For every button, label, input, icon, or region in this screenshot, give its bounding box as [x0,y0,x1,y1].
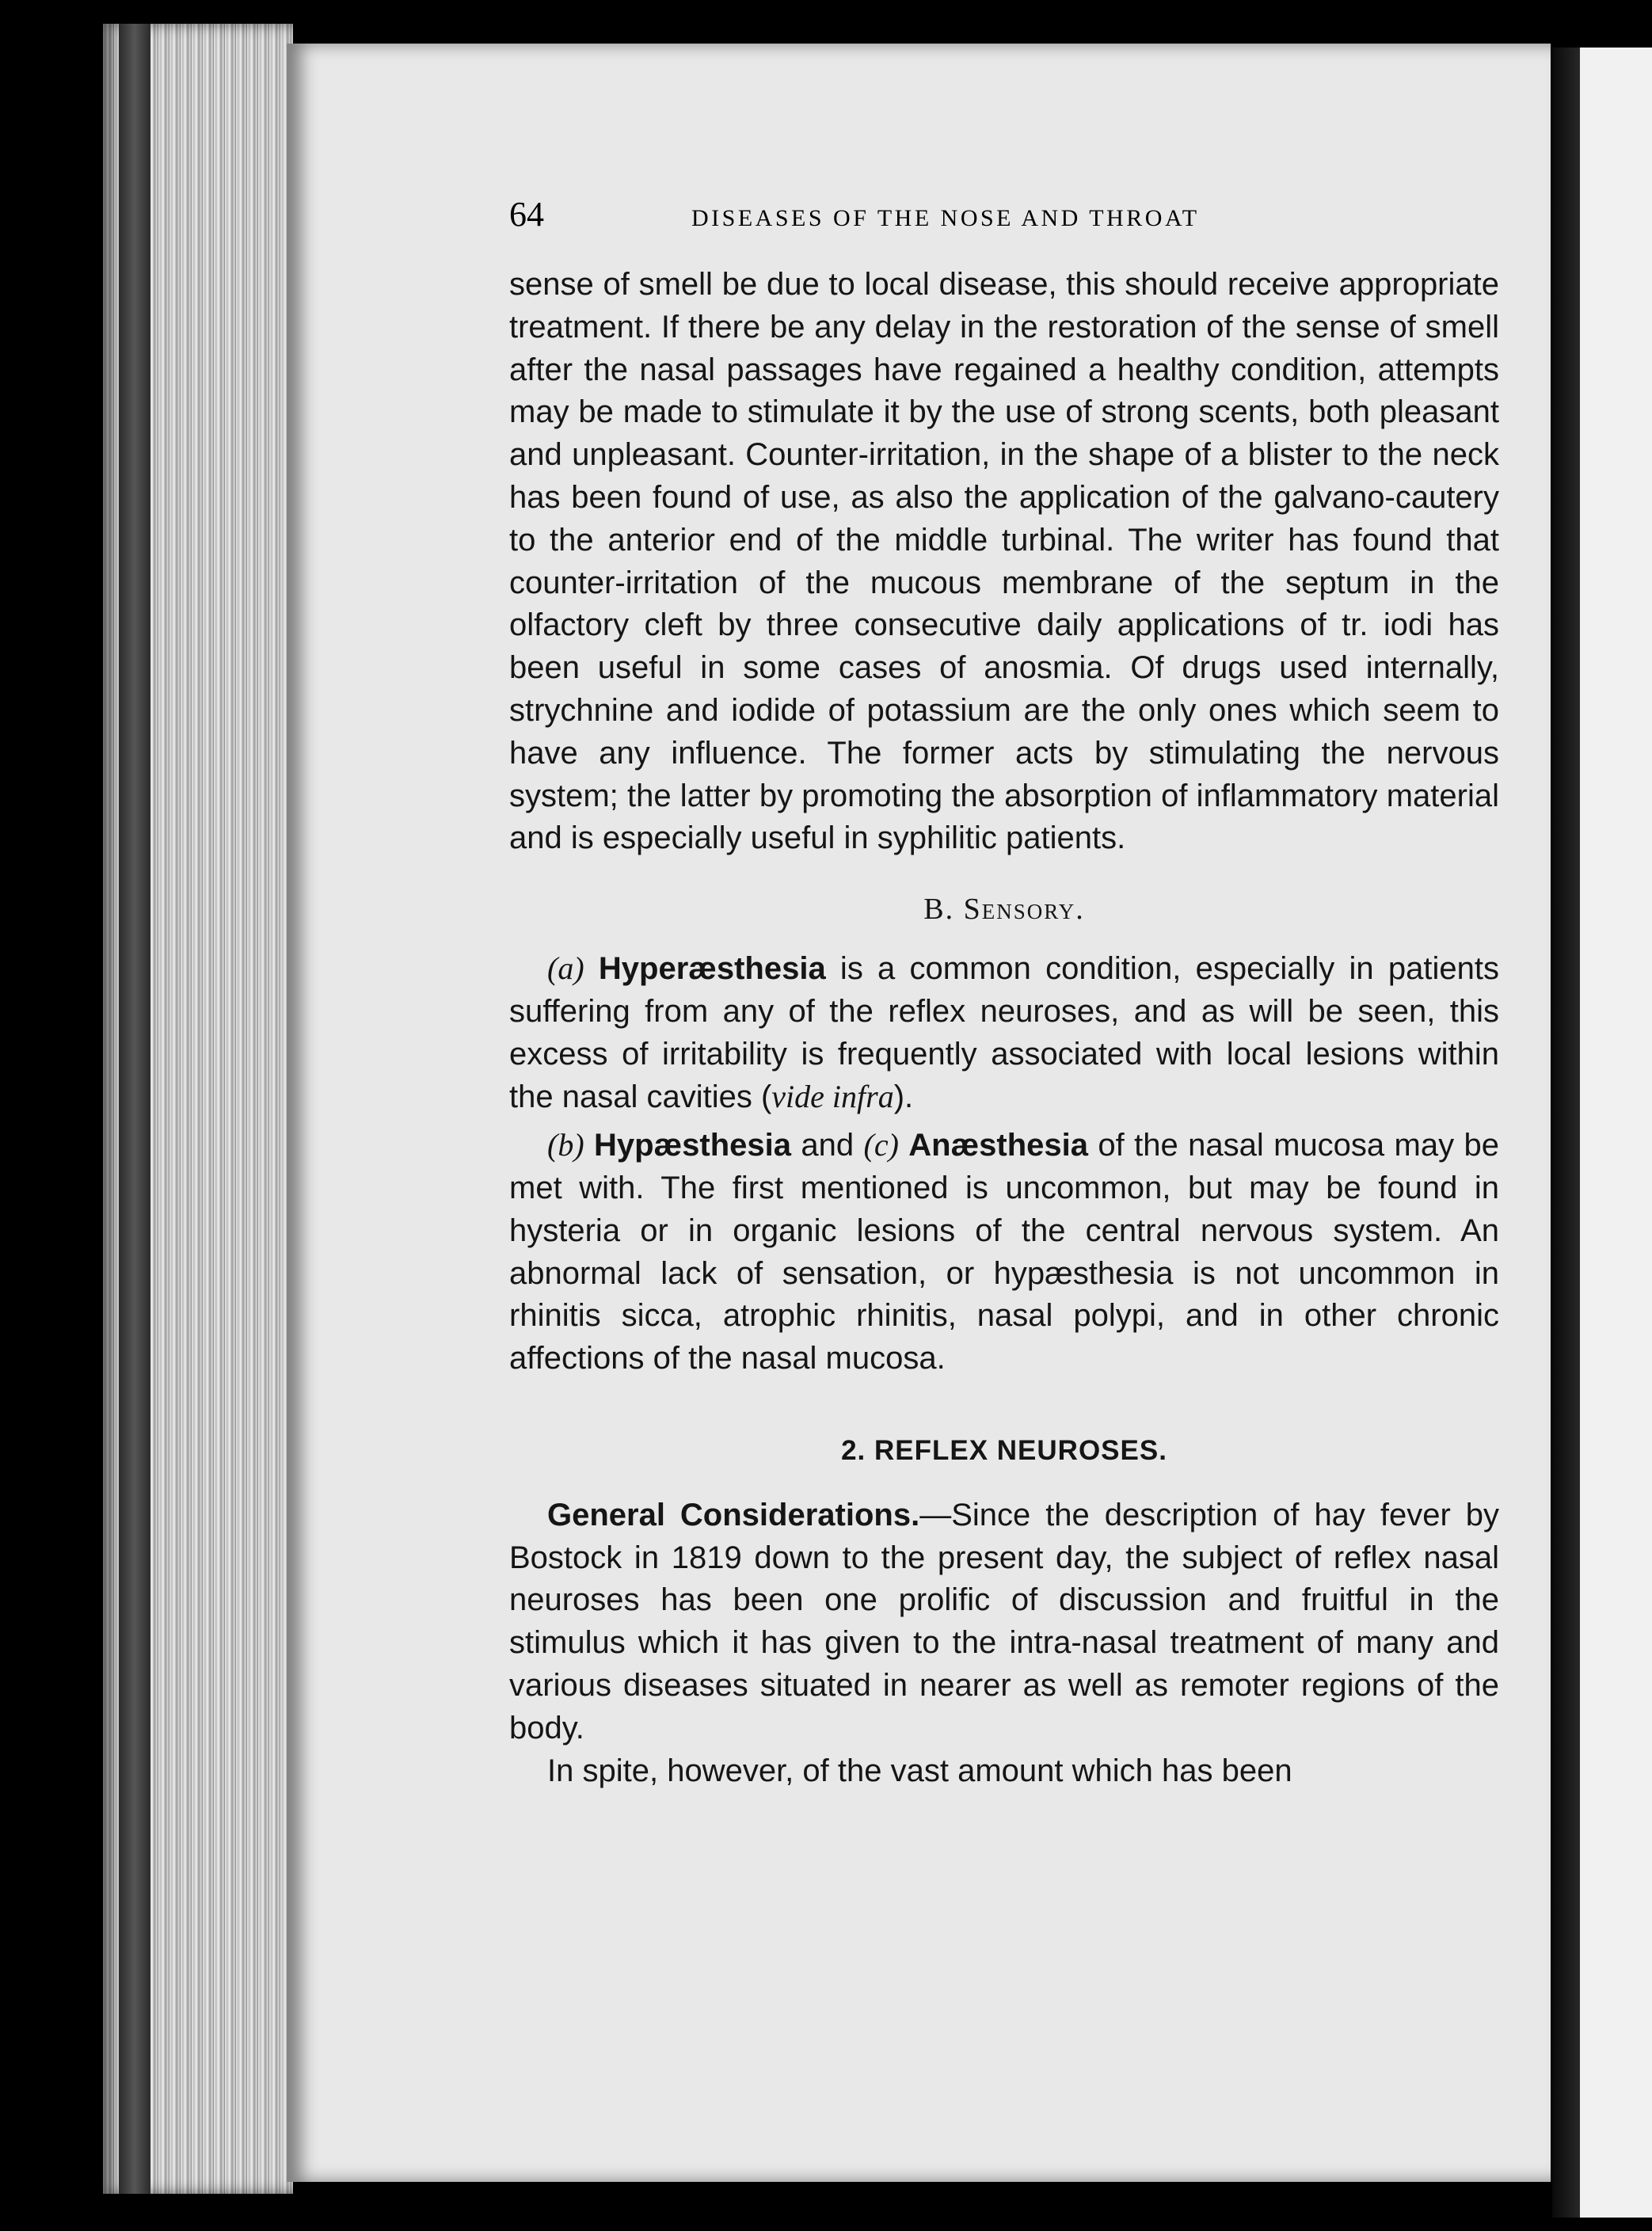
term-general-considerations: General Considerations. [547,1497,920,1532]
paragraph-anosmia-treatment: sense of smell be due to local disease, this should receive appropriate treatment. If there be any delay in the restoration of the sense of smell after the nasal passages have regained a healthy condition, attempts may be made to stimulate it by the use of strong scents, both pleasant and unpleasant. Counter-irritation, in the shape of a blister to the neck has been found of use, as also the application of the galvano-cautery to the anterior end of the middle turbinal. The writer has found that counter-irritation of the mucous membrane of the septum in the olfactory cleft by three consecutive daily applications of tr. iodi has been useful in some cases of anosmia. Of drugs used internally, strychnine and iodide of potassium are the only ones which seem to have any influence. The former acts by stimulating the nervous system; the latter by promoting the absorption of inflammatory material and is especially useful in syphilitic patients. [509,267,1499,856]
paragraph-hypaesthesia [509,1124,1499,1380]
item-marker-b: (b) [547,1127,584,1163]
page-body [509,264,1499,1792]
facing-page-edge [1580,48,1652,2218]
term-hypaesthesia: Hypæsthesia [594,1128,791,1163]
item-marker-a: (a) [547,950,584,986]
paragraph-general-considerations [509,1494,1499,1750]
paragraph-hyperaesthesia [509,947,1499,1119]
hyperaesthesia-end: ). [893,1079,914,1115]
page-number: 64 [509,195,544,234]
section-title-sensory [509,889,1499,931]
hypaesthesia-text: of the nasal mucosa may be met with. The first mentioned is uncommon, but may be found in hysteria or in organic lesions of the central nervous system. An abnormal lack of sensation, or hypæsthesia is not uncommon in rhinitis sicca, atrophic rhinitis, nasal polypi, and in other chronic affections of the nasal mucosa. [509,1128,1499,1376]
section-name: Sensory. [963,893,1085,927]
gutter-shadow [1552,48,1582,2218]
general-text: —Since the description of hay fever by Bostock in 1819 down to the present day, the subject of reflex nasal neuroses has been one prolific of discussion and fruitful in the stimulus which it has given to the intra-nasal treatment of many and various diseases situated in nearer as well as remoter regions of the body. [509,1497,1500,1746]
book-binding [119,24,150,2194]
paragraph-in-spite: In spite, however, of the vast amount which has been [547,1753,1292,1788]
section-title-reflex-neuroses: 2. REFLEX NEUROSES. [841,1434,1167,1466]
term-hyperaesthesia: Hyperæsthesia [598,950,826,986]
hyperaesthesia-text: is a common condition, especially in patients suffering from any of the reflex neuroses, and as will be seen, this excess of irritability is frequently associated with local lesions within the nasal cavities ( [509,950,1499,1115]
term-anaesthesia: Anæsthesia [908,1128,1089,1163]
running-title: DISEASES OF THE NOSE AND THROAT [691,205,1200,231]
vide-infra: vide infra [771,1079,894,1115]
running-head [509,194,1496,242]
and-text: and [791,1128,864,1163]
item-marker-c: (c) [863,1127,899,1163]
section-letter: B. [923,893,955,927]
